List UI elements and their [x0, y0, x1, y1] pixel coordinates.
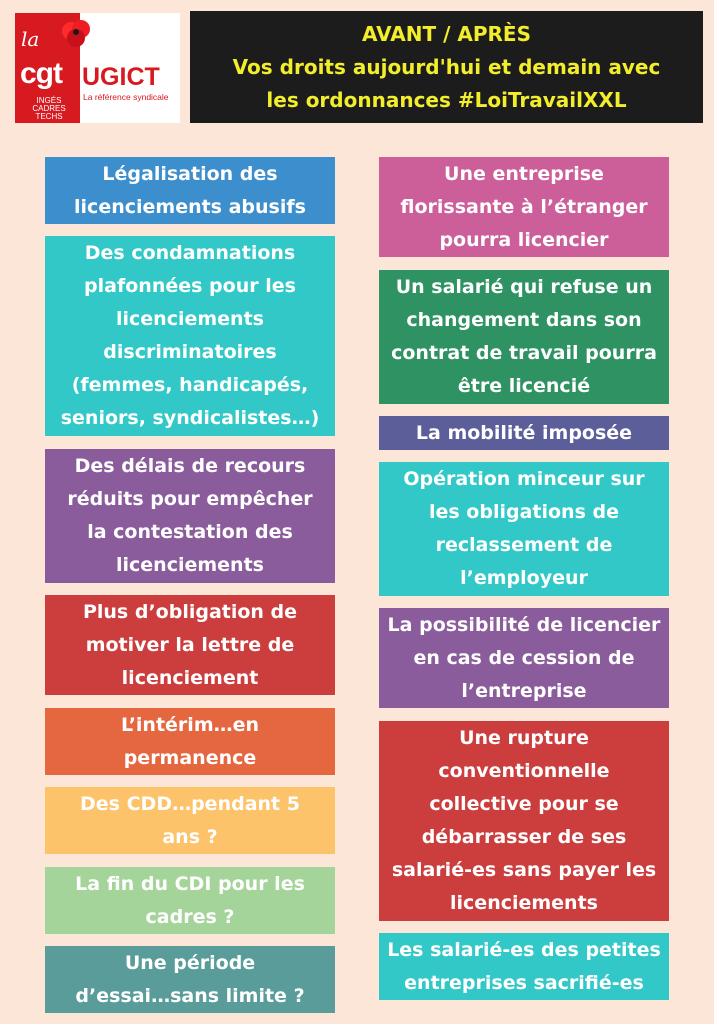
card-line: contrat de travail pourra	[391, 342, 657, 364]
card-line: conventionnelle	[438, 760, 610, 782]
card-line: en cas de cession de	[413, 646, 635, 669]
card-line: Un salarié qui refuse un	[395, 276, 653, 298]
poppy-flower-icon	[59, 19, 95, 49]
card-line: licenciements	[116, 308, 264, 330]
card-line: pourra licencier	[439, 228, 609, 251]
card-line: Légalisation des	[102, 162, 278, 185]
card-line: changement dans son	[406, 309, 642, 331]
left-card-5	[45, 708, 335, 775]
left-card-6	[45, 787, 335, 854]
card-line: salarié-es sans payer les	[391, 859, 657, 881]
card-line: Des condamnations	[84, 242, 296, 264]
header-line-2: Vos droits aujourd'hui et demain avec	[232, 54, 661, 79]
card-line: cadres ?	[145, 905, 235, 928]
cgt-ugict-logo	[15, 13, 180, 123]
logo-sub-line: INGÉS	[36, 96, 62, 105]
card-line: d’essai…sans limite ?	[75, 984, 305, 1007]
card-line: réduits pour empêcher	[67, 488, 313, 510]
card-line: L’intérim…en	[120, 713, 260, 736]
card-line: débarrasser de ses	[421, 826, 627, 848]
card-line: La fin du CDI pour les	[75, 872, 305, 895]
card-line: licenciements abusifs	[74, 195, 306, 218]
left-card-3	[45, 449, 335, 583]
card-line: florissante à l’étranger	[400, 195, 648, 218]
card-line: l’entreprise	[461, 679, 587, 702]
right-card-2	[379, 270, 669, 404]
left-card-2	[45, 236, 335, 436]
left-card-4	[45, 595, 335, 695]
logo-la: la	[21, 27, 40, 51]
right-card-3	[379, 416, 669, 450]
card-line: Une entreprise	[444, 162, 604, 185]
left-card-1	[45, 157, 335, 224]
card-line: Une rupture	[459, 727, 589, 749]
card-line: l’employeur	[460, 567, 588, 589]
logo-ugict: UGICT	[82, 63, 160, 91]
card-line: Des délais de recours	[74, 455, 306, 477]
left-card-8	[45, 946, 335, 1013]
header-line-1: AVANT / APRÈS	[362, 21, 531, 46]
logo-sub-line: CADRES	[32, 104, 66, 113]
right-card-7	[379, 933, 669, 1000]
card-line: entreprises sacrifié-es	[404, 971, 644, 994]
card-line: reclassement de	[435, 534, 613, 556]
card-line: collective pour se	[429, 793, 619, 815]
left-card-7	[45, 867, 335, 934]
header-line-3: les ordonnances #LoiTravailXXL	[266, 87, 627, 112]
logo-subtitle	[24, 97, 74, 121]
logo-sub-line: TECHS	[35, 112, 63, 121]
card-line: La possibilité de licencier	[387, 613, 661, 636]
card-line: licenciement	[121, 666, 259, 689]
card-line: ans ?	[162, 825, 218, 848]
card-line: Des CDD…pendant 5	[80, 792, 300, 815]
card-line: discriminatoires	[103, 341, 277, 363]
right-card-5	[379, 608, 669, 708]
card-line: être licencié	[457, 375, 591, 397]
card-line: plafonnées pour les	[84, 275, 296, 297]
card-line: Les salarié-es des petites	[387, 938, 661, 961]
card-line: motiver la lettre de	[85, 633, 295, 656]
card-line: licenciements	[116, 554, 264, 576]
card-line: Opération minceur sur	[403, 468, 645, 490]
logo-cgt: cgt	[20, 57, 62, 90]
card-line: Une période	[124, 951, 256, 974]
card-line: Plus d’obligation de	[82, 600, 298, 623]
card-line: la contestation des	[87, 521, 293, 543]
right-card-6	[379, 721, 669, 921]
card-line: permanence	[123, 746, 257, 769]
logo-tagline: La référence syndicale	[83, 92, 169, 102]
right-card-1	[379, 157, 669, 257]
card-line: La mobilité imposée	[415, 421, 633, 444]
card-line: (femmes, handicapés,	[71, 374, 309, 396]
card-line: seniors, syndicalistes…)	[60, 407, 320, 429]
card-line: licenciements	[450, 892, 598, 914]
right-card-4	[379, 462, 669, 596]
card-line: les obligations de	[428, 501, 619, 523]
header-title-box	[190, 11, 703, 123]
